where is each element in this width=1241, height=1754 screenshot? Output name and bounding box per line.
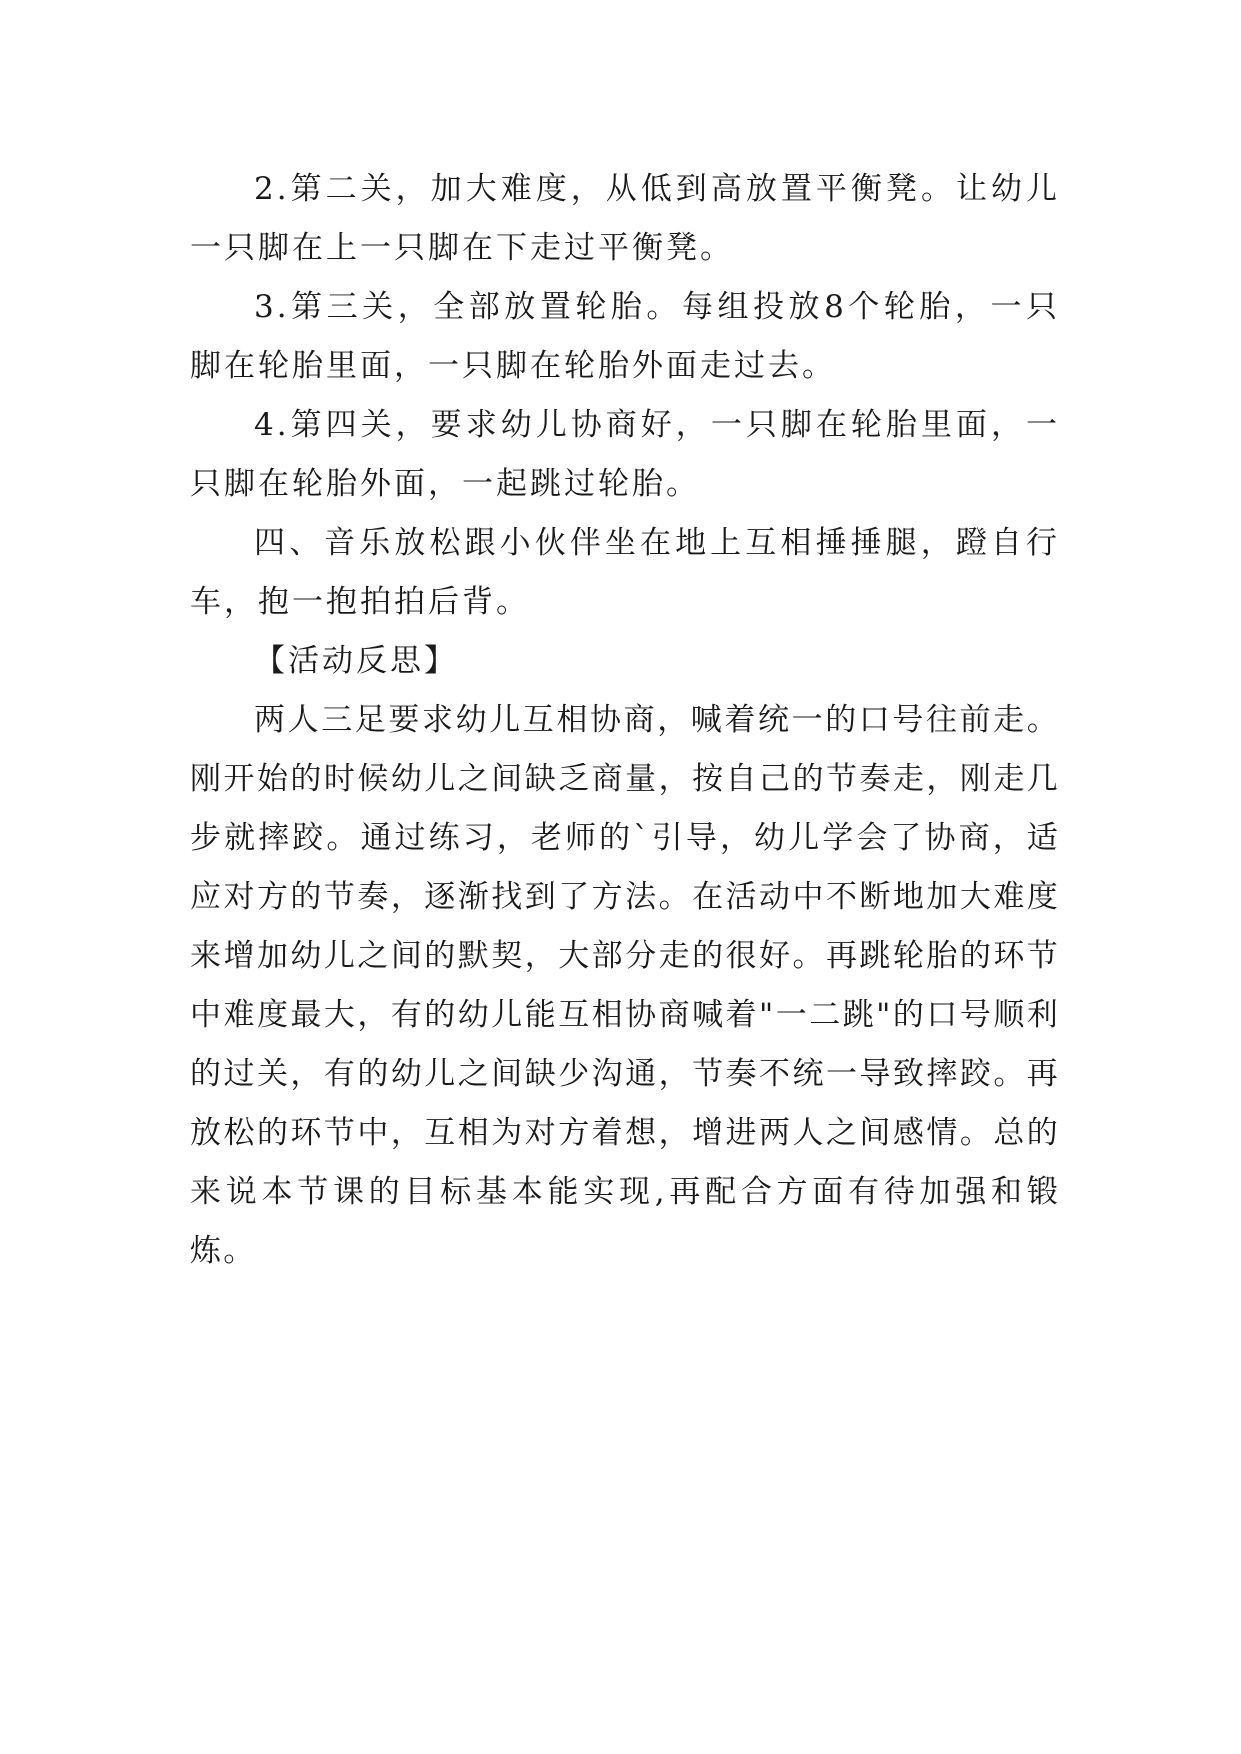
- document-body: [190, 160, 1060, 1281]
- paragraph-reflection: 两人三足要求幼儿互相协商，喊着统一的口号往前走。刚开始的时候幼儿之间缺乏商量，按自己的节奏走，刚走几步就摔跤。通过练习，老师的`引导，幼儿学会了协商，适应对方的节奏，逐渐找到了方法。在活动中不断地加大难度来增加幼儿之间的默契，大部分走的很好。再跳轮胎的环节中难度最大，有的幼儿能互相协商喊着"一二跳"的口号顺利的过关，有的幼儿之间缺少沟通，节奏不统一导致摔跤。再放松的环节中，互相为对方着想，增进两人之间感情。总的来说本节课的目标基本能实现,再配合方面有待加强和锻炼。: [190, 702, 1060, 1269]
- paragraph-music-relax: 四、音乐放松跟小伙伴坐在地上互相捶捶腿，蹬自行车，抱一抱拍拍后背。: [190, 525, 1060, 620]
- paragraph-level-4: 4.第四关，要求幼儿协商好，一只脚在轮胎里面，一只脚在轮胎外面，一起跳过轮胎。: [190, 407, 1060, 502]
- paragraph-level-3: 3.第三关，全部放置轮胎。每组投放8个轮胎，一只脚在轮胎里面，一只脚在轮胎外面走过去。: [190, 289, 1060, 384]
- section-heading-reflection: 【活动反思】: [254, 643, 458, 679]
- paragraph-level-2: 2.第二关，加大难度，从低到高放置平衡凳。让幼儿一只脚在上一只脚在下走过平衡凳。: [190, 171, 1060, 266]
